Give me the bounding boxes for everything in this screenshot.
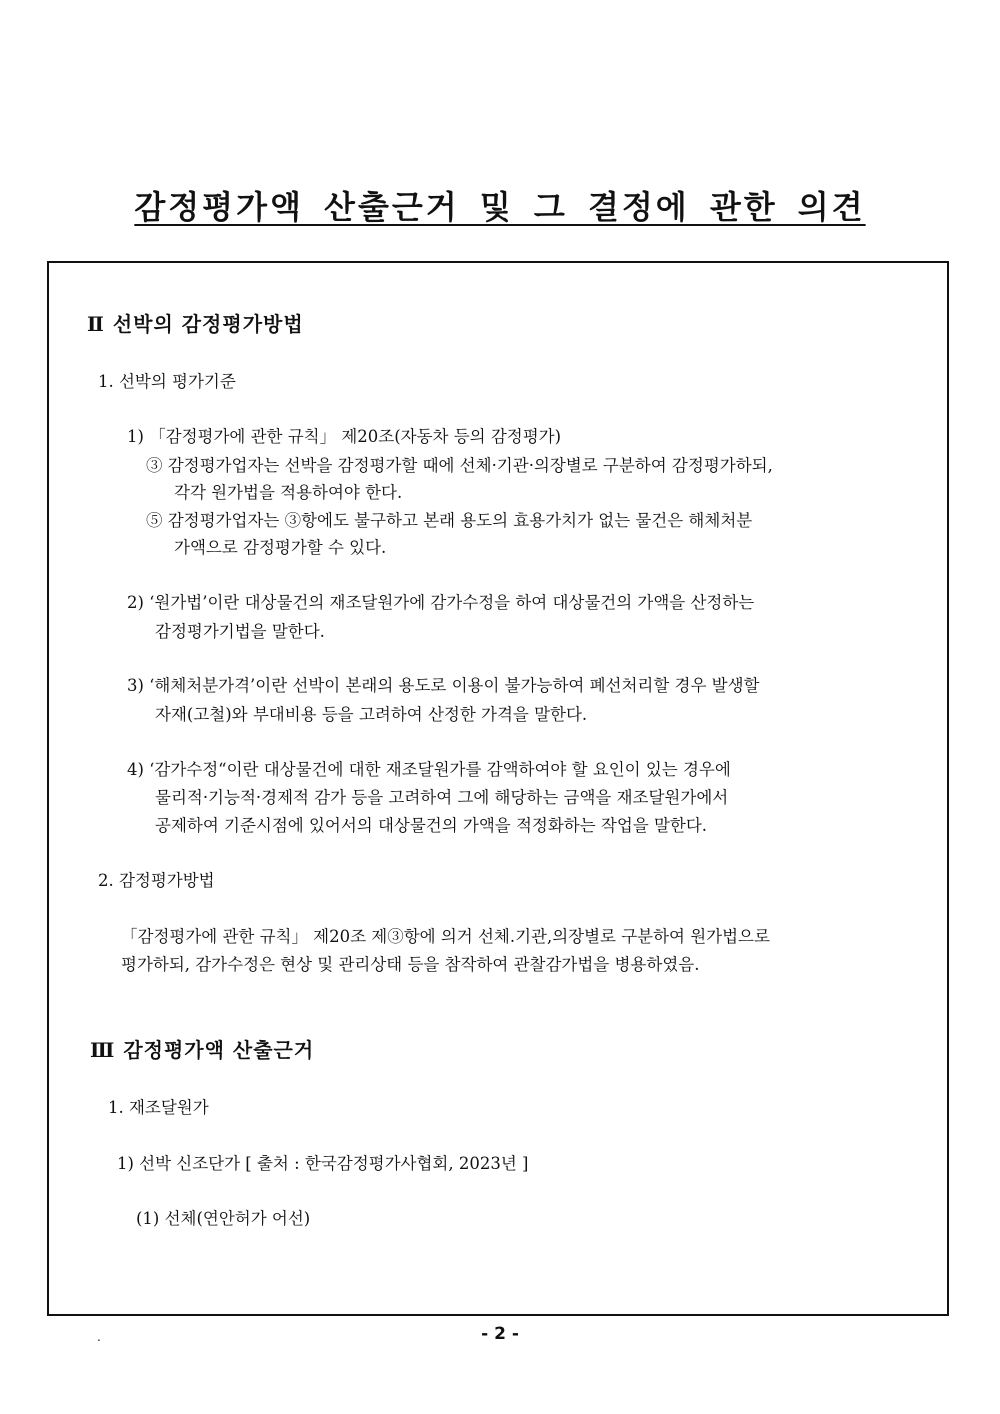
unit-price-source-line: 1) 선박 신조단가 [ 출처 : 한국감정평가사협회, 2023년 ] [117, 1154, 529, 1173]
method-line-2: 평가하되, 감가수정은 현상 및 관리상태 등을 참작하여 관찰감가법을 병용하였음. [121, 955, 700, 974]
section-2-item-1-heading: 1. 선박의 평가기준 [98, 372, 236, 391]
definition-3-line-2: 자재(고철)와 부대비용 등을 고려하여 산정한 가격을 말한다. [155, 705, 588, 724]
page-number: - 2 - [481, 1324, 519, 1344]
definition-3-line-1: 3) ‘해체처분가격’이란 선박이 본래의 용도로 이용이 불가능하여 폐선처리할 경우 발생할 [127, 676, 760, 695]
clause-3-line-2: 각각 원가법을 적용하여야 한다. [174, 483, 403, 502]
rule-article-heading: 1) 「감정평가에 관한 규칙」 제20조(자동차 등의 감정평가) [127, 427, 562, 446]
definition-4-line-3: 공제하여 기준시점에 있어서의 대상물건의 가액을 적정화하는 작업을 말한다. [155, 816, 708, 835]
method-line-1: 「감정평가에 관한 규칙」 제20조 제③항에 의거 선체.기관,의장별로 구분하여 원가법으로 [121, 927, 770, 946]
section-2-heading: Ⅱ 선박의 감정평가방법 [87, 312, 304, 336]
page-title: 감정평가액 산출근거 및 그 결정에 관한 의견 [134, 188, 866, 226]
definition-2-line-2: 감정평가기법을 말한다. [155, 622, 325, 641]
hull-category-line: (1) 선체(연안허가 어선) [136, 1209, 311, 1228]
section-3-heading: Ⅲ 감정평가액 산출근거 [90, 1038, 315, 1062]
definition-4-line-2: 물리적·기능적·경제적 감가 등을 고려하여 그에 해당하는 금액을 재조달원가에서 [155, 788, 729, 807]
clause-3-line-1: ③ 감정평가업자는 선박을 감정평가할 때에 선체·기관·의장별로 구분하여 감정평가하되, [146, 456, 773, 475]
clause-5-line-2: 가액으로 감정평가할 수 있다. [174, 538, 387, 557]
definition-4-line-1: 4) ‘감가수정“이란 대상물건에 대한 재조달원가를 감액하여야 할 요인이 있는 경우에 [127, 760, 731, 779]
section-2-item-2-heading: 2. 감정평가방법 [98, 871, 215, 890]
clause-5-line-1: ⑤ 감정평가업자는 ③항에도 불구하고 본래 용도의 효용가치가 없는 물건은 해체처분 [146, 511, 753, 530]
section-3-item-1-heading: 1. 재조달원가 [108, 1098, 209, 1117]
footer-dot: . [97, 1330, 101, 1344]
definition-2-line-1: 2) ‘원가법’이란 대상물건의 재조달원가에 감가수정을 하여 대상물건의 가액을 산정하는 [127, 593, 755, 612]
